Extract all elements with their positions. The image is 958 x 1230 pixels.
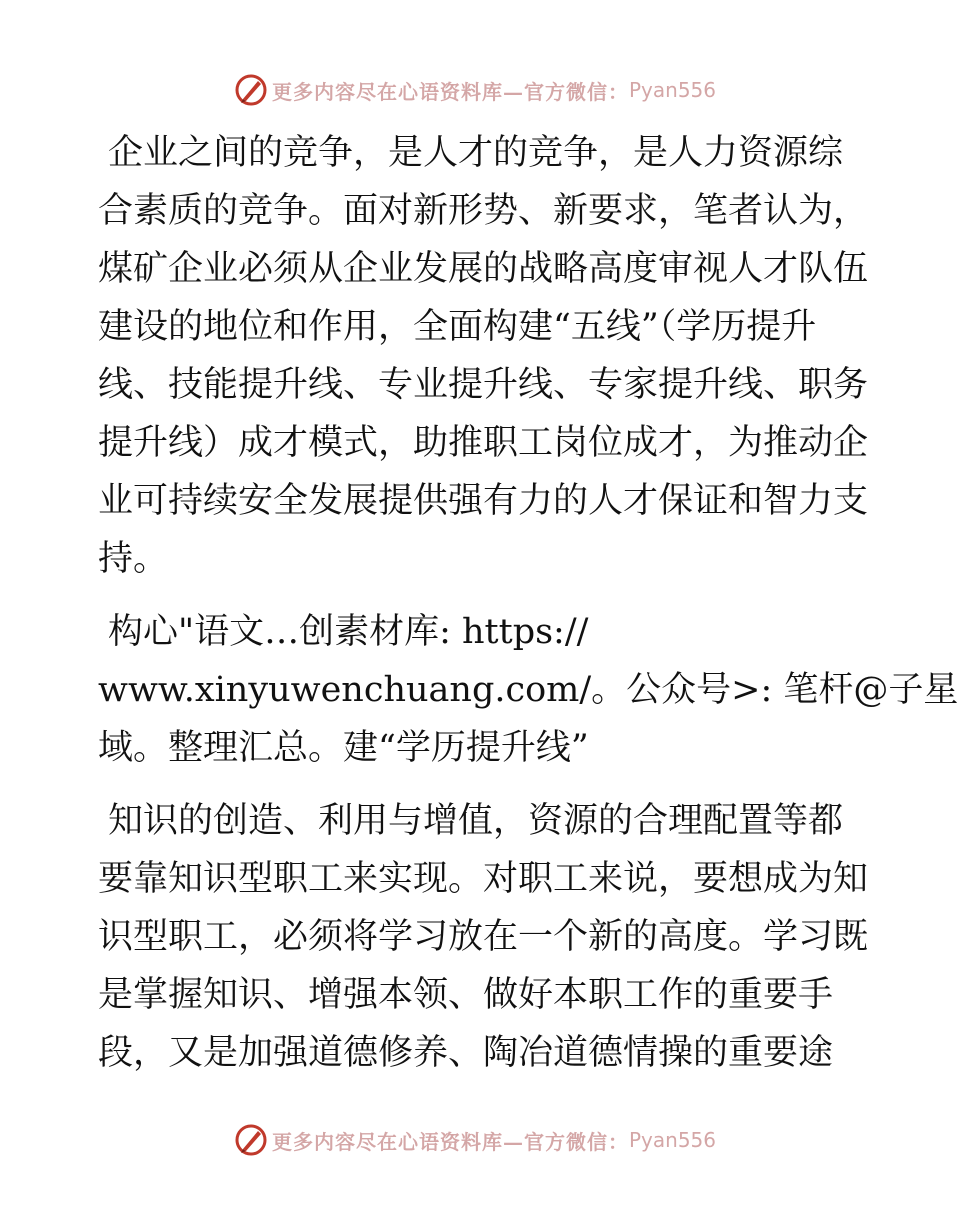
banner-text: 更多内容尽在心语资料库—官方微信： [271, 1129, 629, 1154]
text-line: 煤矿企业必须从企业发展的战略高度审视人才队伍 [98, 249, 869, 289]
text-line: www.xinyuwenchuang.com/。公众号>: 笔杆@子星 [98, 670, 958, 710]
text-line: 是掌握知识、增强本领、做好本职工作的重要手 [98, 975, 834, 1015]
text-line: 识型职工，必须将学习放在一个新的高度。学习既 [98, 917, 869, 957]
pen-logo-icon [234, 1123, 268, 1157]
paragraph-1 [98, 124, 869, 588]
pen-logo-icon [234, 73, 268, 107]
text-line: 段，又是加强道德修养、陶冶道德情操的重要途 [98, 1033, 834, 1073]
banner-text: 更多内容尽在心语资料库—官方微信： [271, 79, 629, 104]
paragraph-3 [98, 792, 869, 1082]
text-line: 域。整理汇总。建“学历提升线” [98, 728, 589, 768]
text-line: 线、技能提升线、专业提升线、专家提升线、职务 [98, 365, 869, 405]
text-line: 建设的地位和作用，全面构建“五线”（学历提升 [98, 307, 817, 347]
text-line: 要靠知识型职工来实现。对职工来说，要想成为知 [98, 859, 869, 899]
text-line: 合素质的竞争。面对新形势、新要求，笔者认为， [98, 191, 869, 231]
paragraph-2 [98, 603, 958, 777]
text-line: 企业之间的竞争，是人才的竞争，是人力资源综 [108, 133, 844, 173]
text-line: 知识的创造、利用与增值，资源的合理配置等都 [108, 801, 844, 841]
footer-banner [0, 1118, 950, 1162]
banner-wechat-id: Pyan556 [628, 78, 716, 102]
header-banner [0, 68, 950, 112]
text-line: 构心"语文…创素材库: https:// [108, 612, 589, 652]
document-body [98, 124, 958, 1097]
text-line: 持。 [98, 539, 169, 579]
text-line: 提升线）成才模式，助推职工岗位成才，为推动企 [98, 423, 869, 463]
banner-wechat-id: Pyan556 [628, 1128, 716, 1152]
text-line: 业可持续安全发展提供强有力的人才保证和智力支 [98, 481, 869, 521]
